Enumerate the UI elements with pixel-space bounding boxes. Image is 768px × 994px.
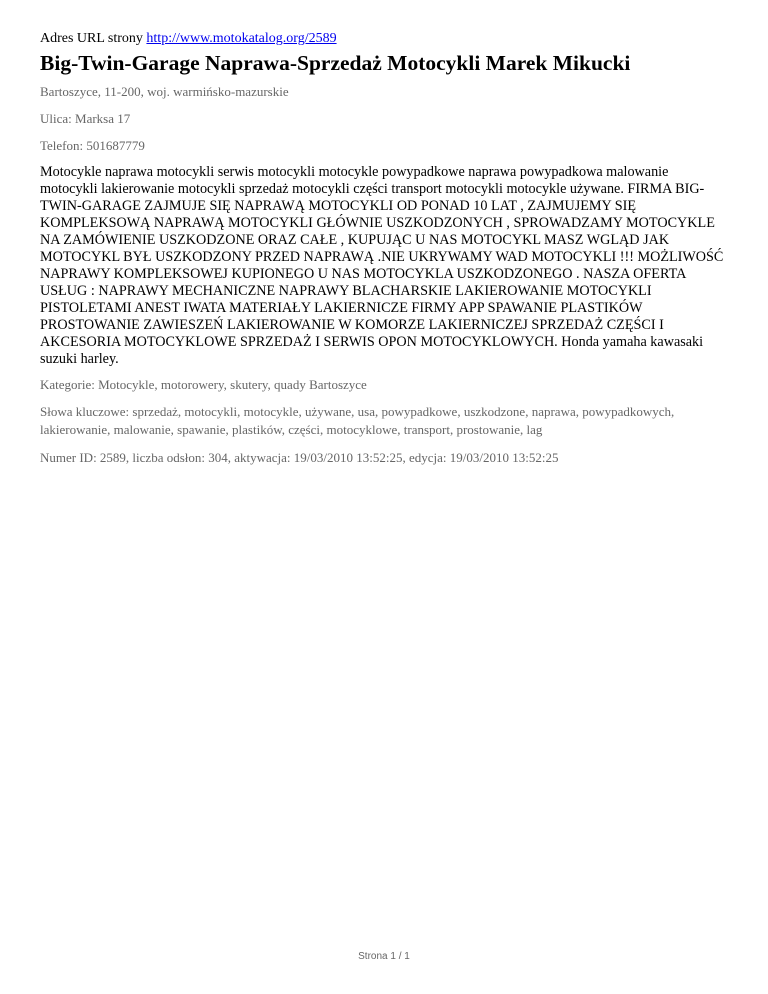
description: Motocykle naprawa motocykli serwis motocykli motocykle powypadkowe naprawa powypadkowa malowanie motocykli lakierowanie motocykli sprzedaż motocykli części transport motocykli motocykle używane. FIRMA BIG-TWIN-GARAGE ZAJMUJE SIĘ NAPRAWĄ MOTOCYKLI OD PONAD 10 LAT , ZAJMUJEMY SIĘ KOMPLEKSOWĄ NAPRAWĄ MOTOCYKLI GŁÓWNIE USZKODZONYCH , SPROWADZAMY MOTOCYKLE NA ZAMÓWIENIE USZKODZONE ORAZ CAŁE , KUPUJĄC U NAS MOTOCYKL MASZ WGLĄD JAK MOTOCYKL BYŁ USZKODZONY PRZED NAPRAWĄ .NIE UKRYWAMY WAD MOTOCYKLI !!! MOŻLIWOŚĆ NAPRAWY KOMPLEKSOWEJ KUPIONEGO U NAS MOTOCYKLA USZKODZONEGO . NASZA OFERTA USŁUG : NAPRAWY MECHANICZNE NAPRAWY BLACHARSKIE LAKIEROWANIE MOTOCYKLI PISTOLETAMI ANEST IWATA MATERIAŁY LAKIERNICZE FIRMY APP SPAWANIE PLASTIKÓW PROSTOWANIE ZAWIESZEŃ LAKIEROWANIE W KOMORZE LAKIERNICZEJ SPRZEDAŻ CZĘŚCI I AKCESORIA MOTOCYKLOWE SPRZEDAŻ I SERWIS OPON MOTOCYKLOWYCH. Honda yamaha kawasaki suzuki harley. <box>40 164 724 367</box>
url-label: Adres URL strony <box>40 31 143 46</box>
url-line <box>40 30 728 48</box>
page-url-link[interactable]: http://www.motokatalog.org/2589 <box>146 31 337 46</box>
city-line: Bartoszyce, 11-200, woj. warmińsko-mazurskie <box>40 84 289 99</box>
phone-line: Telefon: 501687779 <box>40 138 145 153</box>
street-line: Ulica: Marksa 17 <box>40 111 131 126</box>
record-info-line: Numer ID: 2589, liczba odsłon: 304, aktywacja: 19/03/2010 13:52:25, edycja: 19/03/2010 13:52:25 <box>40 450 559 465</box>
keywords-line: Słowa kluczowe: sprzedaż, motocykli, motocykle, używane, usa, powypadkowe, uszkodzone, naprawa, powypadkowych, lakierowanie, malowanie, spawanie, plastików, części, motocyklowe, transport, prostowanie, lag <box>40 404 675 437</box>
page-number: Strona 1 / 1 <box>358 951 410 962</box>
categories-line: Kategorie: Motocykle, motorowery, skutery, quady Bartoszyce <box>40 377 367 392</box>
document-page <box>40 30 728 476</box>
page-title: Big-Twin-Garage Naprawa-Sprzedaż Motocykli Marek Mikucki <box>40 51 631 75</box>
